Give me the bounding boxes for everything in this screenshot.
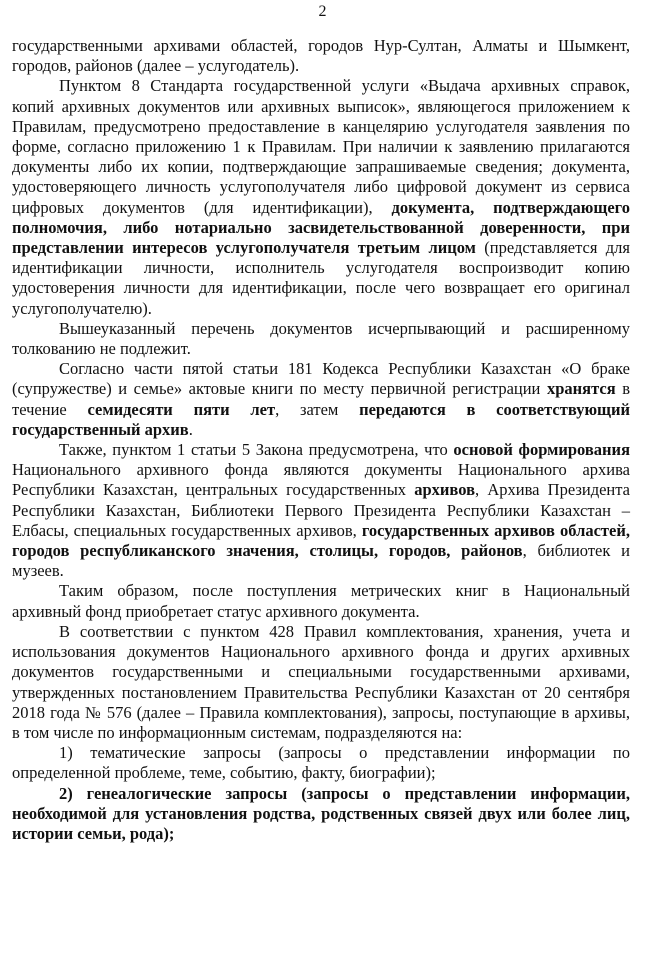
paragraph-law-article-5: [12, 440, 630, 581]
paragraph-continuation: [12, 36, 630, 76]
document-body: [12, 36, 630, 844]
list-item-thematic-requests: [12, 743, 630, 783]
paragraph-exhaustive-list: [12, 319, 630, 359]
list-item-genealogical-requests: [12, 784, 630, 845]
text-run: Также, пунктом 1 статьи 5 Закона предусмотрена, что: [59, 440, 454, 460]
text-run: в течение: [12, 379, 631, 419]
text-run: Пунктом 8 Стандарта государственной услуги «Выдача архивных справок, копий архивных документов или архивных выписок», являющегося приложением к Правилам, предусмотрено предоставление в канцелярию услугодателя заявления по форме, согласно приложению 1 к Правилам. При наличии к заявлению прилагаются документы либо их копии, подтверждающие запрашиваемые сведения; документа, удостоверяющего личность услугополучателя либо цифровой документ из сервиса цифровых документов (для идентификации),: [12, 76, 630, 217]
bold-run: документа, подтверждающего полномочия, либо нотариально засвидетельствованной доверенности, при представлении интересов услугополучателя третьим лицом: [12, 197, 631, 258]
bold-run: архивов: [414, 480, 475, 500]
page-number: 2: [318, 3, 327, 20]
bold-run: передаются в соответствующий государственный архив: [12, 399, 630, 439]
bold-run: основой формирования: [453, 440, 630, 460]
paragraph-rules-point-428: [12, 622, 630, 743]
bold-run: 2) генеалогические запросы (запросы о представлении информации, необходимой для установления родства, родственных связей двух или более лиц, истории семьи, рода);: [12, 783, 630, 843]
bold-run: государственных архивов областей, городов республиканского значения, столицы, городов, районов: [12, 520, 630, 561]
text-run: государственными архивами областей, городов Нур-Султан, Алматы и Шымкент, городов, районов (далее – услугодатель).: [12, 36, 630, 76]
text-run: .: [188, 419, 193, 439]
text-run: Вышеуказанный перечень документов исчерпывающий и расширенному толкованию не подлежит.: [12, 318, 630, 359]
text-run: , Архива Президента Республики Казахстан, Библиотеки Первого Президента Республики Казахстан – Елбасы, специальных государственных архивов,: [12, 480, 630, 540]
text-run: 1) тематические запросы (запросы о представлении информации по определенной проблеме, теме, событию, факту, биографии);: [12, 743, 630, 783]
text-run: Таким образом, после поступления метрических книг в Национальный архивный фонд приобретает статус архивного документа.: [12, 581, 630, 621]
text-run: Национального архивного фонда являются документы Национального архива Республики Казахстан, центральных государственных: [12, 460, 630, 500]
text-run: , затем: [275, 399, 360, 419]
bold-run: хранятся: [546, 379, 616, 399]
paragraph-standard-point-8: [12, 76, 630, 318]
paragraph-marriage-code: [12, 359, 630, 440]
text-run: В соответствии с пунктом 428 Правил комплектования, хранения, учета и использования документов Национального архивного фонда и других архивных документов государственными и специальными государственными архивами, утвержденных постановлением Правительства Республики Казахстан от 20 сентября 2018 года № 576 (далее – Правила комплектования), запросы, поступающие в архивы, в том числе по информационным системам, подразделяются на:: [12, 621, 630, 742]
paragraph-conclusion: [12, 581, 630, 621]
text-run: Согласно части пятой статьи 181 Кодекса Республики Казахстан «О браке (супружестве) и семье» актовые книги по месту первичной регистрации: [12, 359, 630, 399]
bold-run: семидесяти пяти лет: [87, 399, 276, 419]
text-run: (представляется для идентификации личности, исполнитель услугодателя воспроизводит копию удостоверения личности для идентификации, после чего возвращает его оригинал услугополучателю).: [12, 238, 631, 318]
text-run: , библиотек и музеев.: [12, 541, 630, 581]
